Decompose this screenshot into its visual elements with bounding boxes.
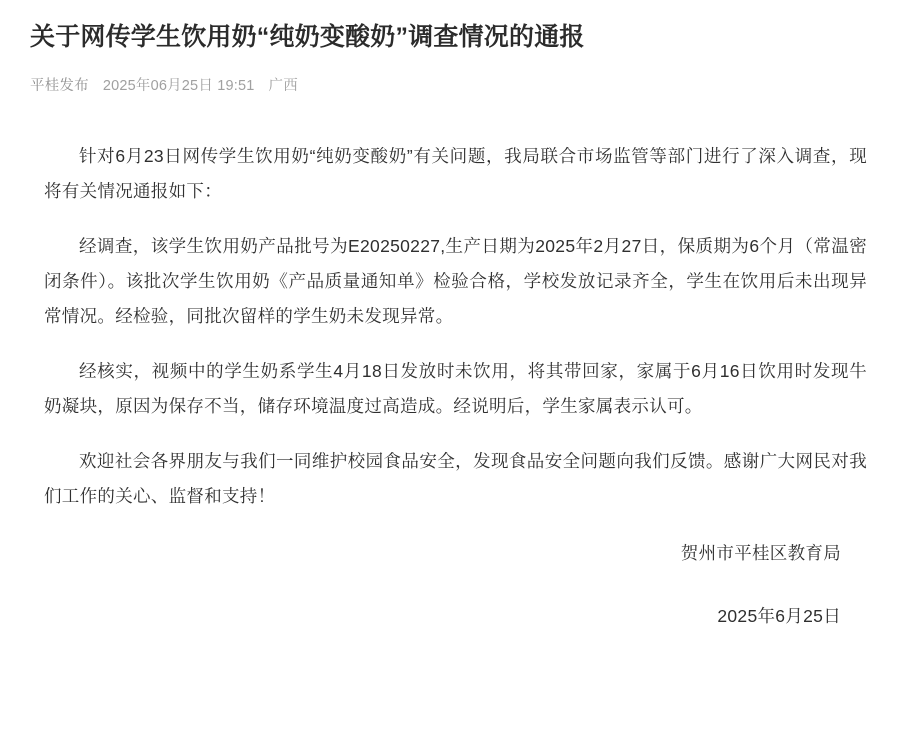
article-meta [30,74,879,95]
meta-timestamp: 2025年06月25日 19:51 [102,78,255,94]
meta-source[interactable]: 平桂发布 [30,78,89,94]
signature-issuer: 贺州市平桂区教育局 [680,543,841,563]
signature-block [30,536,879,634]
article-paragraph: 针对6月23日网传学生饮用奶“纯奶变酸奶”有关问题，我局联合市场监管等部门进行了深入调查，现将有关情况通报如下： [44,146,867,201]
signature-date: 2025年6月25日 [717,606,841,626]
article-paragraph: 欢迎社会各界朋友与我们一同维护校园食品安全，发现食品安全问题向我们反馈。感谢广大网民对我们工作的关心、监督和支持！ [44,451,867,506]
meta-location: 广西 [268,78,298,94]
article-paragraph: 经调查，该学生饮用奶产品批号为E20250227,生产日期为2025年2月27日，保质期为6个月（常温密闭条件）。该批次学生饮用奶《产品质量通知单》检验合格，学校发放记录齐全，学生在饮用后未出现异常情况。经检验，同批次留样的学生奶未发现异常。 [44,236,867,326]
article-paragraph: 经核实，视频中的学生奶系学生4月18日发放时未饮用，将其带回家，家属于6月16日饮用时发现牛奶凝块，原因为保存不当，储存环境温度过高造成。经说明后，学生家属表示认可。 [44,361,867,416]
article-body [30,139,879,514]
page-title: 关于网传学生饮用奶“纯奶变酸奶”调查情况的通报 [30,23,585,51]
